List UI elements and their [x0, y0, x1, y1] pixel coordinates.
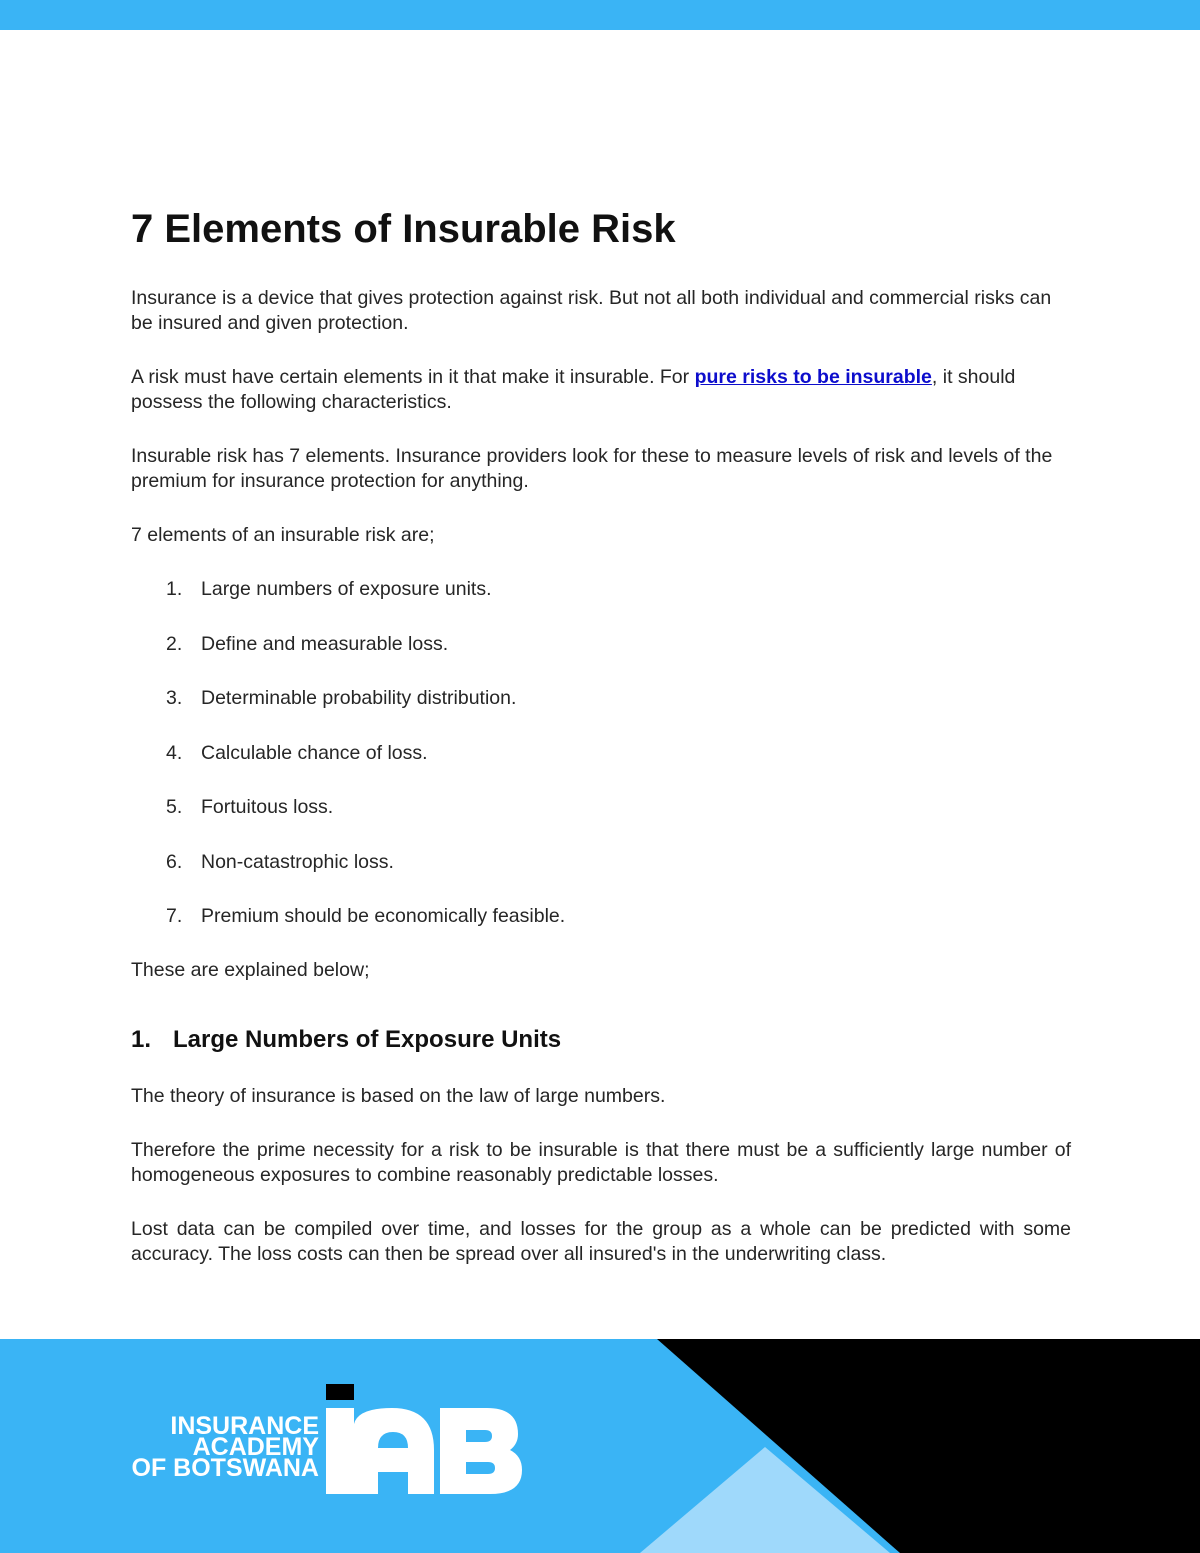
list-item-number: 3. — [166, 687, 183, 709]
list-item — [131, 577, 1071, 602]
section-paragraph: Lost data can be compiled over time, and losses for the group as a whole can be predicted with some accuracy. The loss costs can then be spread over all insured's in the underwriting class. — [131, 1218, 1071, 1265]
page-title: 7 Elements of Insurable Risk — [131, 207, 676, 251]
section-heading — [131, 1025, 1071, 1055]
logo-line: OF BOTSWANA — [131, 1454, 319, 1482]
iab-logo-icon — [322, 1384, 527, 1499]
iab-logo-mark — [322, 1384, 527, 1504]
list-item-text: Fortuitous loss. — [201, 796, 334, 818]
section-paragraph: The theory of insurance is based on the law of large numbers. — [131, 1085, 666, 1107]
list-intro: 7 elements of an insurable risk are; — [131, 524, 435, 546]
list-item — [131, 686, 1071, 711]
intro-paragraph: Insurance is a device that gives protection against risk. But not all both individual and commercial risks can be insured and given protection. — [131, 287, 1052, 334]
list-item-number: 5. — [166, 796, 183, 818]
list-item — [131, 632, 1071, 657]
paragraph-text: A risk must have certain elements in it that make it insurable. For — [131, 366, 695, 388]
elements-list — [131, 577, 1071, 929]
explained-intro: These are explained below; — [131, 959, 370, 981]
list-item-text: Large numbers of exposure units. — [201, 578, 492, 600]
list-item-number: 6. — [166, 850, 183, 873]
list-item-number: 1. — [166, 578, 183, 600]
logo-line: INSURANCE — [170, 1412, 319, 1440]
section-title: Large Numbers of Exposure Units — [173, 1026, 562, 1053]
list-item-number: 4. — [166, 741, 183, 764]
header-accent-bar — [0, 0, 1200, 30]
document-body — [131, 203, 1071, 1296]
list-item — [131, 850, 1071, 875]
list-item-text: Determinable probability distribution. — [201, 687, 517, 709]
list-item-text: Non-catastrophic loss. — [201, 850, 394, 873]
pure-risks-link[interactable]: pure risks to be insurable — [694, 366, 932, 388]
elements-paragraph: Insurable risk has 7 elements. Insurance providers look for these to measure levels of risk and levels of the premium for insurance protection for anything. — [131, 445, 1053, 492]
list-item — [131, 741, 1071, 766]
list-item — [131, 904, 1071, 929]
list-item-text: Define and measurable loss. — [201, 632, 449, 655]
list-item-text: Calculable chance of loss. — [201, 741, 428, 764]
paragraph-text: , it should possess the following characteristics. — [131, 366, 1016, 413]
characteristics-paragraph — [131, 365, 1071, 415]
list-item-text: Premium should be economically feasible. — [201, 905, 566, 927]
section-number: 1. — [131, 1026, 152, 1053]
list-item-number: 2. — [166, 632, 183, 655]
section-paragraph: Therefore the prime necessity for a risk to be insurable is that there must be a sufficiently large number of homogeneous exposures to combine reasonably predictable losses. — [131, 1139, 1071, 1186]
list-item-number: 7. — [166, 905, 183, 927]
list-item — [131, 795, 1071, 820]
logo-line: ACADEMY — [192, 1433, 319, 1461]
footer-logo-text — [131, 1412, 320, 1482]
